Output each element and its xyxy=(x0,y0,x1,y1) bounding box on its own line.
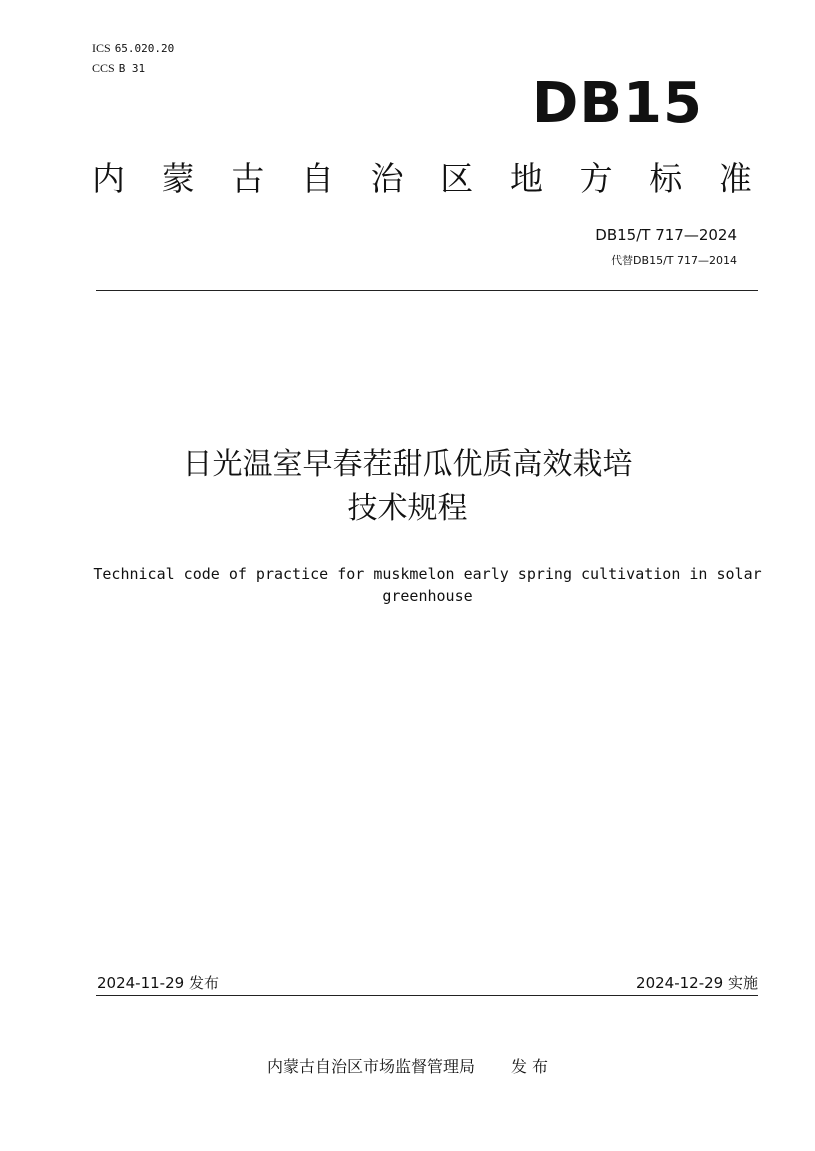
replaces-note: 代替DB15/T 717—2014 xyxy=(611,254,737,267)
title-cn-line1: 日光温室早春茬甜瓜优质高效栽培 xyxy=(182,447,633,482)
issuer-line xyxy=(0,1054,815,1077)
header-divider xyxy=(96,290,758,291)
ccs-code xyxy=(92,61,145,76)
ics-value: 65.020.20 xyxy=(114,42,175,55)
ccs-label: CCS xyxy=(92,61,115,75)
title-cn-line2: 技术规程 xyxy=(347,491,468,526)
authority-char: 标 xyxy=(649,159,683,198)
publish-date: 2024-11-29 发布 xyxy=(97,974,219,992)
authority-char: 自 xyxy=(300,159,334,198)
document-title-cn xyxy=(0,443,815,531)
authority-char: 内 xyxy=(92,159,125,198)
authority-char: 蒙 xyxy=(161,159,195,198)
authority-char: 地 xyxy=(509,159,543,198)
issuer-name: 内蒙古自治区市场监督管理局 xyxy=(266,1057,475,1076)
authority-char: 治 xyxy=(370,159,404,198)
authority-title xyxy=(92,157,752,201)
standard-number: DB15/T 717—2024 xyxy=(595,226,737,244)
authority-char: 区 xyxy=(440,159,474,198)
authority-char: 古 xyxy=(231,159,265,198)
issue-word: 发 布 xyxy=(510,1057,549,1076)
implement-date: 2024-12-29 实施 xyxy=(636,974,758,992)
document-title-en: Technical code of practice for muskmelon early spring cultivation in solar greenhouse xyxy=(93,565,762,605)
authority-char: 方 xyxy=(579,159,613,198)
footer-divider xyxy=(96,995,758,996)
db15-logo: DB15 xyxy=(531,71,703,136)
authority-char: 准 xyxy=(718,159,752,198)
ics-code xyxy=(92,41,174,56)
ics-label: ICS xyxy=(92,41,111,55)
ccs-value: B 31 xyxy=(118,62,146,75)
